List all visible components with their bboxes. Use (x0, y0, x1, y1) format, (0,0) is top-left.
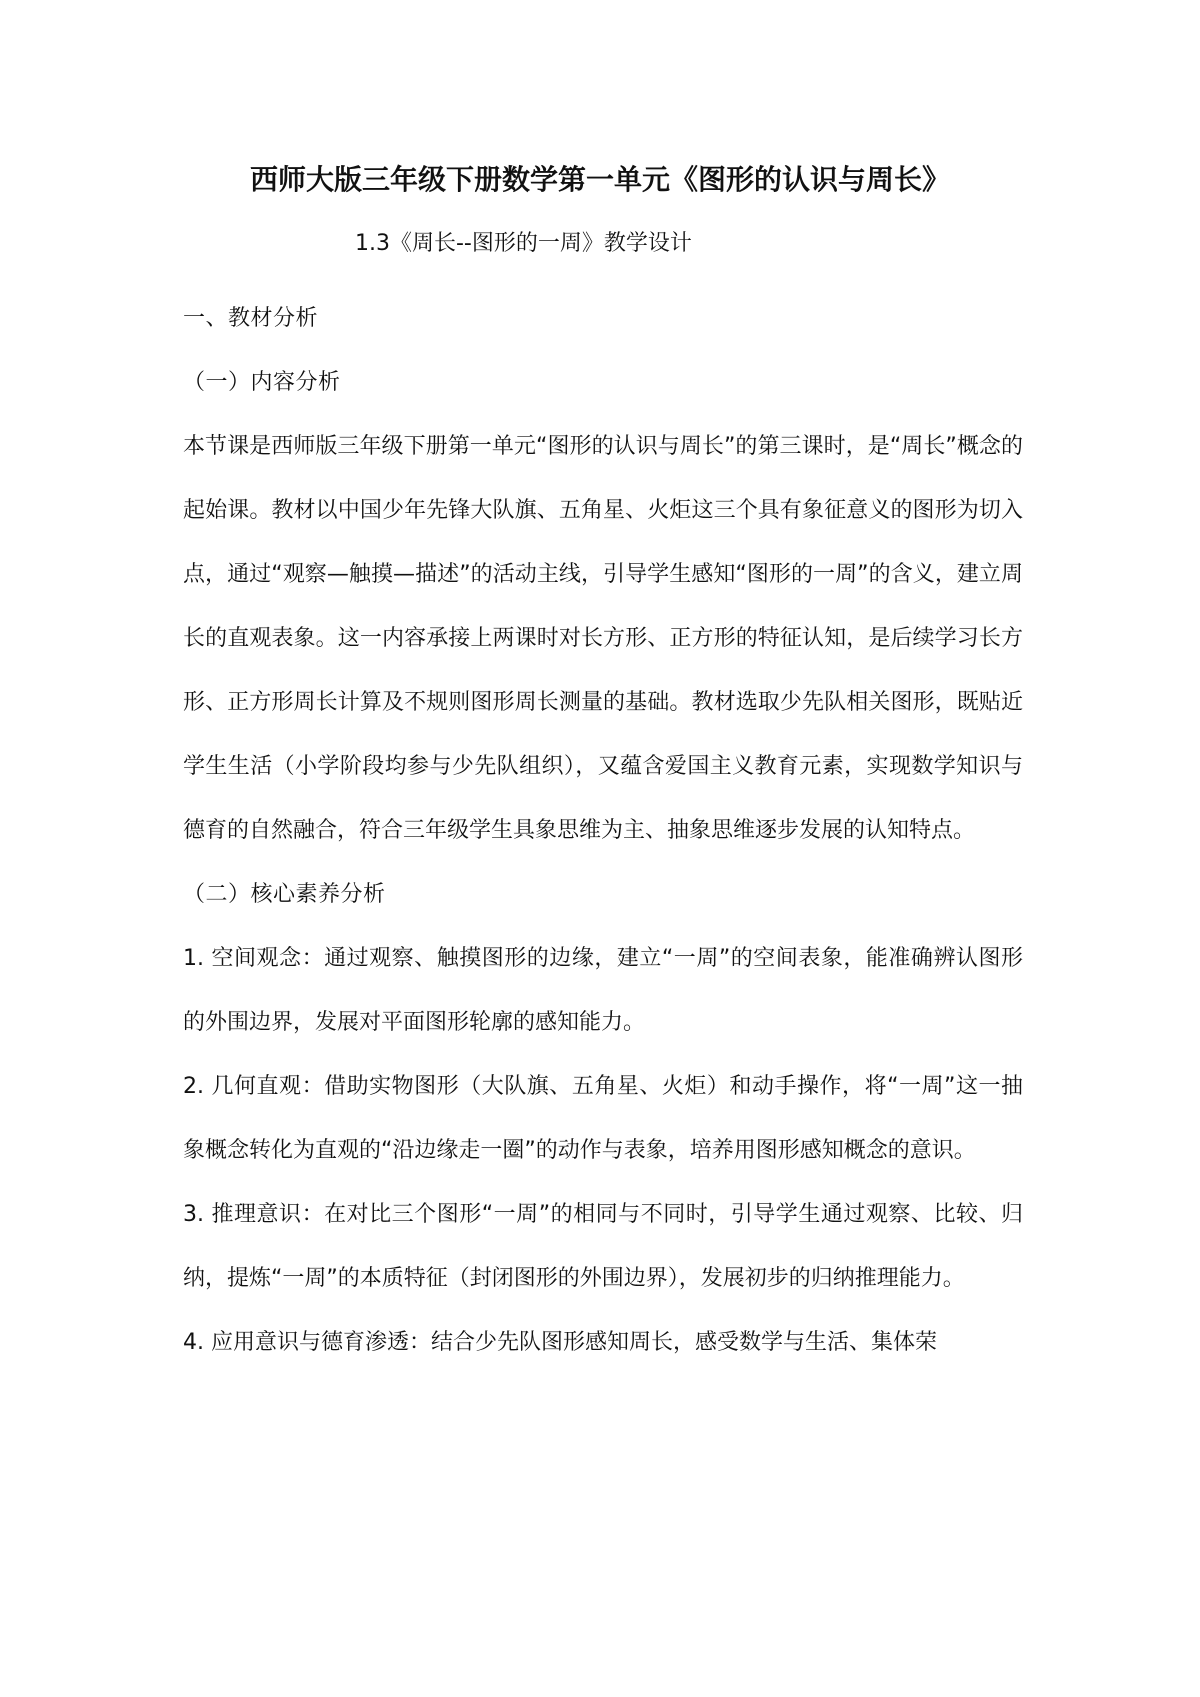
core-literacy-item-3: 3. 推理意识：在对比三个图形“一周”的相同与不同时，引导学生通过观察、比较、归纳，提炼“一周”的本质特征（封闭图形的外围边界），发展初步的归纳推理能力。 (183, 1202, 1023, 1291)
subsection-heading-core-literacy: （二）核心素养分析 (183, 882, 386, 907)
document-body (183, 287, 1023, 1375)
core-literacy-item-2: 2. 几何直观：借助实物图形（大队旗、五角星、火炬）和动手操作，将“一周”这一抽象概念转化为直观的“沿边缘走一圈”的动作与表象，培养用图形感知概念的意识。 (183, 1074, 1023, 1163)
content-analysis-paragraph: 本节课是西师版三年级下册第一单元“图形的认识与周长”的第三课时，是“周长”概念的起始课。教材以中国少年先锋大队旗、五角星、火炬这三个具有象征意义的图形为切入点，通过“观察—触摸—描述”的活动主线，引导学生感知“图形的一周”的含义，建立周长的直观表象。这一内容承接上两课时对长方形、正方形的特征认知，是后续学习长方形、正方形周长计算及不规则图形周长测量的基础。教材选取少先队相关图形，既贴近学生生活（小学阶段均参与少先队组织），又蕴含爱国主义教育元素，实现数学知识与德育的自然融合，符合三年级学生具象思维为主、抽象思维逐步发展的认知特点。 (183, 434, 1023, 843)
document-subtitle: 1.3《周长--图形的一周》教学设计 (355, 231, 692, 256)
section-heading-textbook-analysis: 一、教材分析 (183, 306, 319, 331)
document-title: 西师大版三年级下册数学第一单元《图形的认识与周长》 (249, 163, 950, 196)
subsection-heading-content-analysis: （一）内容分析 (183, 370, 341, 395)
core-literacy-item-1: 1. 空间观念：通过观察、触摸图形的边缘，建立“一周”的空间表象，能准确辨认图形的外围边界，发展对平面图形轮廓的感知能力。 (183, 946, 1023, 1035)
core-literacy-item-4: 4. 应用意识与德育渗透：结合少先队图形感知周长，感受数学与生活、集体荣 (183, 1330, 937, 1355)
